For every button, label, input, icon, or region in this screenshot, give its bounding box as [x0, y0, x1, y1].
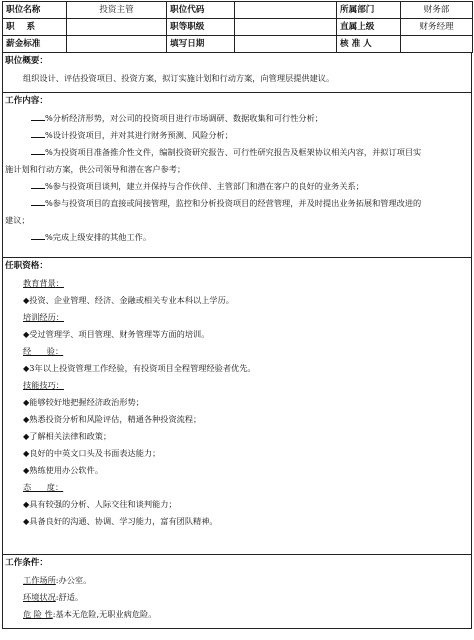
- level-label: 职等职级: [167, 19, 235, 36]
- work-item: %分析经济形势，对公司的投资项目进行市场调研、数据收集和可行性分析；: [5, 110, 469, 127]
- education-label: 教育背景：: [23, 278, 64, 288]
- work-item: %为投资项目准备推介性文件，编制投资研究报告、可行性研究报告及框架协议相关内容，并拟订项目实: [5, 144, 469, 161]
- work-item-continuation: 施计划和行动方案，供公司领导和潜在客户参考；: [5, 164, 186, 174]
- work-item: %设计投资项目，并对其进行财务预测、风险分析；: [5, 127, 469, 144]
- fill-date-label: 填写日期: [167, 36, 235, 53]
- training-label: 培训经历：: [23, 312, 64, 322]
- rank-value: [67, 19, 167, 36]
- fill-date-value: [235, 36, 337, 53]
- qualification-title: 任职资格：: [5, 261, 48, 271]
- experience-label: 经 验：: [23, 346, 64, 356]
- header-table: [2, 1, 473, 53]
- position-code-value: [235, 2, 337, 19]
- condition-place: 工作场所:办公室。: [23, 575, 92, 585]
- work-item: %完成上级安排的其他工作。: [5, 229, 469, 246]
- attitude-item: ◆具有较强的分析、人际交往和谈判能力；: [23, 499, 177, 509]
- training-item: ◆受过管理学、项目管理、财务管理等方面的培训。: [23, 329, 210, 339]
- salary-value: [67, 36, 167, 53]
- department-label: 所属部门: [337, 2, 401, 19]
- overview-text: 组织设计、评估投资项目、投资方案，拟订实施计划和行动方案，向管理层提供建议。: [23, 73, 335, 83]
- job-description-page: [2, 1, 472, 629]
- attitude-label: 态 度：: [23, 482, 64, 492]
- position-name-value: 投资主管: [67, 2, 167, 19]
- condition-danger: 危 险 性:基本无危险,无职业病危险。: [23, 609, 157, 619]
- work-item: %参与投资项目谈判，建立并保持与合作伙伴、主管部门和潜在客户的良好的业务关系；: [5, 178, 469, 195]
- overview-section: [2, 53, 472, 93]
- skills-label: 技能技巧：: [23, 380, 64, 390]
- rank-label: 职 系: [3, 19, 67, 36]
- work-item-continuation: 建议；: [5, 215, 30, 225]
- approver-value: [401, 36, 473, 53]
- conditions-title: 工作条件：: [5, 558, 48, 568]
- attitude-item: ◆具备良好的沟通、协调、学习能力，富有团队精神。: [23, 516, 218, 526]
- position-code-label: 职位代码: [167, 2, 235, 19]
- level-value: [235, 19, 337, 36]
- education-item: ◆投资、企业管理、经济、金融或相关专业本科以上学历。: [23, 295, 234, 305]
- work-item: %参与投资项目的直接或间接管理，监控和分析投资项目的经营管理，并及时提出业务拓展和管理改进的: [5, 195, 469, 212]
- conditions-section: [2, 555, 472, 629]
- approver-label: 核 准 人: [337, 36, 401, 53]
- salary-label: 薪金标准: [3, 36, 67, 53]
- position-name-label: 职位名称: [3, 2, 67, 19]
- work-title: 工作内容：: [5, 96, 48, 106]
- header-row-3: [3, 36, 473, 53]
- work-section: [2, 93, 472, 258]
- qualification-section: [2, 258, 472, 555]
- experience-item: ◆3年以上投资管理工作经验，有投资项目全程管理经验者优先。: [23, 363, 256, 373]
- environment-label: 环境状况: [23, 592, 56, 602]
- skill-item: ◆熟悉投资分析和风险评估，精通各种投资流程；: [23, 414, 202, 424]
- header-row-1: [3, 2, 473, 19]
- place-label: 工作场所: [23, 575, 56, 585]
- header-row-2: [3, 19, 473, 36]
- skill-item: ◆熟练使用办公软件。: [23, 465, 103, 475]
- skill-item: ◆能够较好地把握经济政治形势；: [23, 397, 144, 407]
- superior-label: 直属上级: [337, 19, 401, 36]
- overview-title: 职位概要：: [5, 56, 48, 66]
- department-value: 财务部: [401, 2, 473, 19]
- superior-value: 财务经理: [401, 19, 473, 36]
- skill-item: ◆了解相关法律和政策；: [23, 431, 112, 441]
- danger-label: 危 险 性: [23, 609, 53, 619]
- condition-environment: 环境状况:舒适。: [23, 592, 84, 602]
- skill-item: ◆良好的中英文口头及书面表达能力；: [23, 448, 161, 458]
